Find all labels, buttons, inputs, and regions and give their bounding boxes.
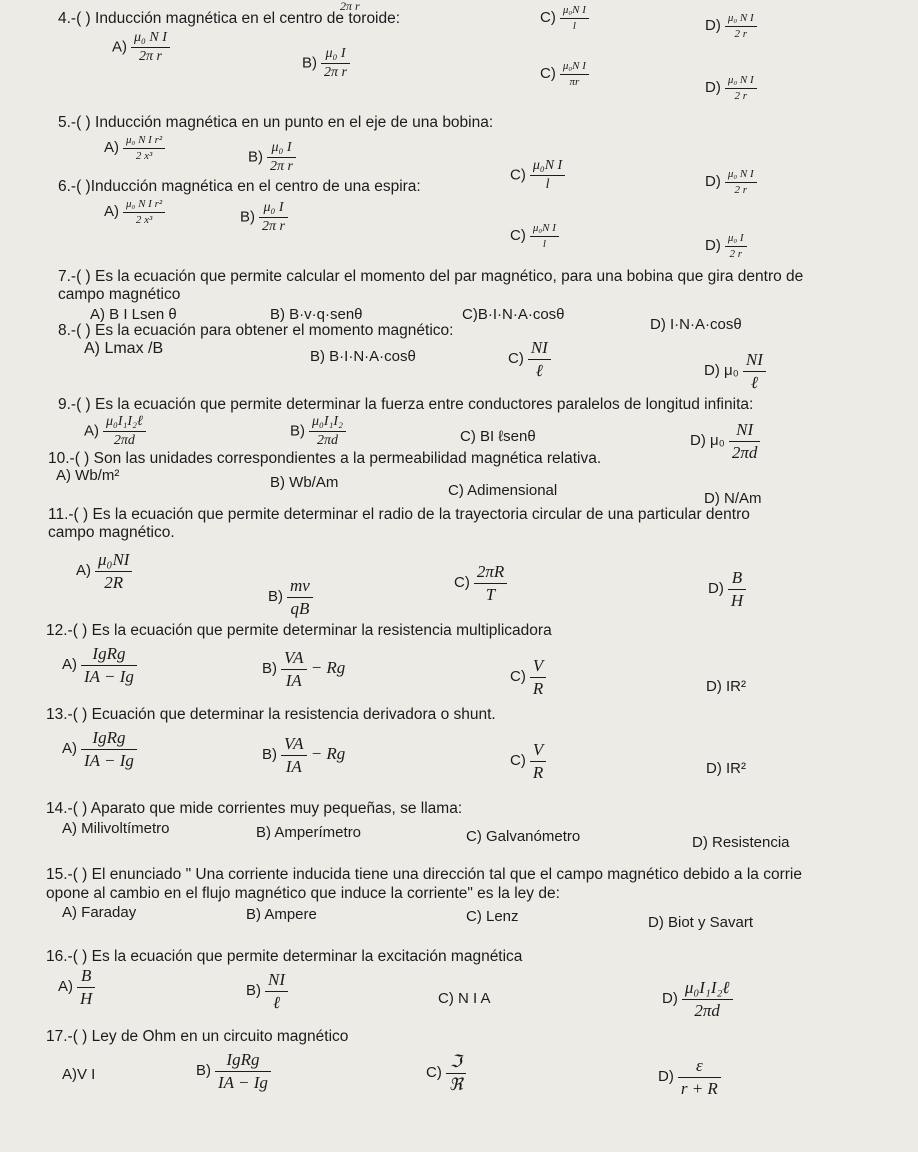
q8-option-b: B) B·I·N·A·cosθ [310,348,416,365]
q13-option-a: A) $\frac{\text{IgRg}}{IA - Ig}$ [62,728,137,770]
question-14: 14.-( ) Aparato que mide corrientes muy pequeñas, se llama: [46,800,463,817]
q12-option-d: D) IR² [706,678,746,695]
question-11: 11.-( ) Es la ecuación que permite determinar el radio de la trayectoria circular de una particular dentro [48,506,750,523]
q15-option-d: D) Biot y Savart [648,914,754,931]
q7-option-c: C)B·I·N·A·cosθ [462,306,565,323]
q4-option-d-top: D) $\frac{\text{μ₀ N I}}{2 r}$ [705,12,757,40]
q14-option-d: D) Resistencia [692,834,790,851]
question-15: 15.-( ) El enunciado " Una corriente inducida tiene una dirección tal que el campo magnético debido a la corrie [46,866,802,883]
q7-option-a: A) B I Lsen θ [90,306,177,323]
q6-option-a: A) $\frac{\text{μ₀ N I r²}}{\text{2 x³}}$ [104,198,165,226]
q13-option-d: D) IR² [706,760,746,777]
q10-option-c: C) Adimensional [448,482,558,499]
q14-option-b: B) Amperímetro [256,824,362,841]
q9-option-d: D) μ₀ $\frac{NI}{2\pi d}$ [690,420,760,462]
q11-option-a: A) $\frac{\text{μ₀NI}}{2R}$ [76,550,132,592]
q9-option-c: C) BI ℓsenθ [460,428,536,445]
q16-option-c: C) N I A [438,990,491,1007]
q8-option-c: C) $\frac{NI}{\text{ℓ}}$ [508,338,551,380]
q15-option-b: B) Ampere [246,906,317,923]
question-11-cont: campo magnético. [48,524,175,541]
q4-option-c-top: C) $\frac{\text{μ₀N I}}{l}$ [540,4,589,32]
q8-option-a: A) Lmax /B [84,340,164,357]
q6-option-d: D) $\frac{\text{μ₀ I}}{2 r}$ [705,232,747,260]
question-6: 6.-( )Inducción magnética en el centro de una espira: [58,178,421,195]
q15-option-a: A) Faraday [62,904,137,921]
q13-option-c: C) $\frac{V}{R}$ [510,740,546,782]
question-12: 12.-( ) Es la ecuación que permite determinar la resistencia multiplicadora [46,622,552,639]
q7-option-d: D) I·N·A·cosθ [650,316,742,333]
question-4: 4.-( ) Inducción magnética en el centro de toroide: [58,10,401,27]
question-13: 13.-( ) Ecuación que determinar la resistencia derivadora o shunt. [46,706,496,723]
q9-option-b: B) $\frac{\text{μ₀I₁I₂}}{2\pi d}$ [290,414,346,449]
q11-option-b: B) $\frac{mv}{qB}$ [268,576,313,618]
q5-option-b: B) $\frac{\text{μ₀ I}}{\text{2π r}}$ [248,140,296,175]
q4-option-d: D) $\frac{\text{μ₀ N I}}{2 r}$ [705,74,757,102]
question-7: 7.-( ) Es la ecuación que permite calcular el momento del par magnético, para una bobina que gira dentro de [58,268,804,285]
question-10: 10.-( ) Son las unidades correspondientes a la permeabilidad magnética relativa. [48,450,602,467]
question-5: 5.-( ) Inducción magnética en un punto en el eje de una bobina: [58,114,494,131]
q6-option-b: B) $\frac{\text{μ₀ I}}{\text{2π r}}$ [240,200,288,235]
q5-option-c: C) $\frac{\text{μ₀N I}}{l}$ [510,158,565,193]
q7-option-b: B) B·v·q·senθ [270,306,363,323]
q12-option-b: B) $\frac{VA}{IA}$ − Rg [262,648,346,690]
q17-option-a: A)V I [62,1066,96,1083]
question-15-cont: opone al cambio en el flujo magnético que induce la corriente" es la ley de: [46,885,560,902]
q12-option-a: A) $\frac{\text{IgRg}}{IA - Ig}$ [62,644,137,686]
q17-option-d: D) $\frac{\varepsilon}{r + R}$ [658,1056,721,1098]
q11-option-d: D) $\frac{B}{H}$ [708,568,746,610]
q14-option-c: C) Galvanómetro [466,828,581,845]
question-8: 8.-( ) Es la ecuación para obtener el momento magnético: [58,322,454,339]
q6-option-c: C) $\frac{\text{μ₀N I}}{l}$ [510,222,559,250]
q16-option-d: D) $\frac{\text{μ₀I₁I₂ℓ}}{2\pi d}$ [662,978,733,1020]
question-7-cont: campo magnético [58,286,181,303]
q10-option-a: A) Wb/m² [56,467,120,484]
q10-option-b: B) Wb/Am [270,474,339,491]
q4-option-a: A) $\frac{\text{μ₀ N I}}{\text{2π r}}$ [112,30,170,65]
q13-option-b: B) $\frac{VA}{IA}$ − Rg [262,734,346,776]
q15-option-c: C) Lenz [466,908,519,925]
q11-option-c: C) $\frac{2\pi R}{T}$ [454,562,507,604]
q16-option-b: B) $\frac{NI}{\text{ℓ}}$ [246,970,288,1012]
q9-option-a: A) $\frac{\text{μ₀I₁I₂ℓ}}{2\pi d}$ [84,414,146,449]
q8-option-d: D) μ₀ $\frac{NI}{\text{ℓ}}$ [704,350,766,392]
q10-option-d: D) N/Am [704,490,762,507]
q4-option-b: B) $\frac{\text{μ₀ I}}{\text{2π r}}$ [302,46,350,81]
question-16: 16.-( ) Es la ecuación que permite determinar la excitación magnética [46,948,523,965]
question-17: 17.-( ) Ley de Ohm en un circuito magnético [46,1028,349,1045]
q5-option-a: A) $\frac{\text{μ₀ N I r²}}{\text{2 x³}}$ [104,134,165,162]
q12-option-c: C) $\frac{V}{R}$ [510,656,546,698]
q17-option-b: B) $\frac{\text{IgRg}}{IA - Ig}$ [196,1050,271,1092]
question-9: 9.-( ) Es la ecuación que permite determinar la fuerza entre conductores paralelos de longitud infinita: [58,396,754,413]
q4-option-c: C) $\frac{\text{μ₀N I}}{\pi r}$ [540,60,589,88]
q5-option-d: D) $\frac{\text{μ₀ N I}}{2 r}$ [705,168,757,196]
q17-option-c: C) $\frac{\text{ℑ}}{\text{ℜ}}$ [426,1052,466,1094]
top-fragment: 2π r [340,0,360,13]
q14-option-a: A) Milivoltímetro [62,820,170,837]
q16-option-a: A) $\frac{B}{H}$ [58,966,95,1008]
